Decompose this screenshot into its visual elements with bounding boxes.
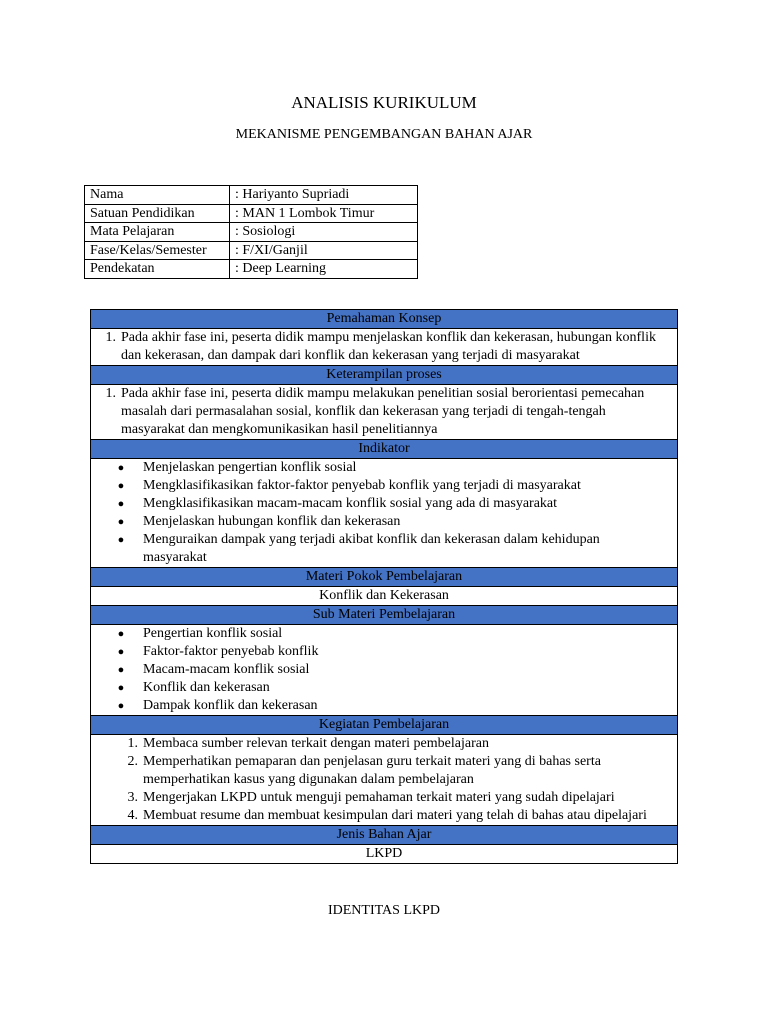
identity-value: : F/XI/Ganjil — [230, 241, 418, 260]
section-heading-indikator: Indikator — [91, 440, 678, 459]
list-item-text: Pada akhir fase ini, peserta didik mampu melakukan penelitian sosial berorientasi pemecahan masalah dari permasalahan sosial, konflik dan kekerasan yang terjadi di tengah-tengah masyarakat dan mengkomunikasikan hasil penelitiannya — [121, 386, 645, 437]
section-body-keterampilan — [91, 385, 678, 440]
bullet-icon: ● — [117, 682, 125, 694]
list-item-text: Membuat resume dan membuat kesimpulan dari materi yang telah di bahas atau dipelajari — [143, 808, 647, 823]
list-item — [91, 329, 677, 365]
list-item — [91, 643, 677, 661]
list-item — [91, 513, 677, 531]
identity-row — [85, 241, 418, 260]
identity-label: Nama — [85, 186, 230, 205]
identity-row — [85, 260, 418, 279]
bullet-icon: ● — [117, 628, 125, 640]
bullet-icon: ● — [117, 516, 125, 528]
list-item-text: Mengklasifikasikan macam-macam konflik sosial yang ada di masyarakat — [143, 496, 558, 511]
section-body-pemahaman — [91, 329, 678, 366]
identity-value: : Sosiologi — [230, 223, 418, 242]
list-item-text: Menjelaskan pengertian konflik sosial — [143, 460, 357, 475]
identity-value: : Hariyanto Supriadi — [230, 186, 418, 205]
identity-row — [85, 204, 418, 223]
bullet-icon: ● — [117, 700, 125, 712]
section-heading-pemahaman: Pemahaman Konsep — [91, 310, 678, 329]
list-number: 1. — [105, 330, 116, 345]
list-item-text: Dampak konflik dan kekerasan — [143, 698, 318, 713]
section-body-indikator — [91, 459, 678, 568]
list-number: 4. — [127, 808, 138, 823]
bullet-icon: ● — [117, 534, 125, 546]
identity-label: Mata Pelajaran — [85, 223, 230, 242]
list-item — [91, 679, 677, 697]
list-item — [91, 735, 677, 753]
list-number: 1. — [105, 386, 116, 401]
list-item-text: Macam-macam konflik sosial — [143, 662, 310, 677]
list-item-text: Faktor-faktor penyebab konflik — [143, 644, 319, 659]
section-heading-keterampilan: Keterampilan proses — [91, 366, 678, 385]
list-item-text: Menjelaskan hubungan konflik dan kekerasan — [143, 514, 401, 529]
list-number: 2. — [127, 754, 138, 769]
list-item — [91, 495, 677, 513]
document-subtitle: MEKANISME PENGEMBANGAN BAHAN AJAR — [235, 127, 533, 142]
list-item — [91, 807, 677, 825]
identity-row — [85, 186, 418, 205]
bullet-icon: ● — [117, 498, 125, 510]
list-item-text: Mengklasifikasikan faktor-faktor penyebab konflik yang terjadi di masyarakat — [143, 478, 581, 493]
list-item — [91, 753, 677, 789]
list-item — [91, 531, 677, 567]
list-item-text: Membaca sumber relevan terkait dengan materi pembelajaran — [143, 736, 489, 751]
list-item — [91, 661, 677, 679]
bullet-icon: ● — [117, 480, 125, 492]
list-item-text: Memperhatikan pemaparan dan penjelasan guru terkait materi yang di bahas serta memperhatikan kasus yang digunakan dalam pembelajaran — [143, 754, 601, 787]
list-item-text: Konflik dan kekerasan — [143, 680, 270, 695]
list-item — [91, 385, 677, 439]
list-item — [91, 697, 677, 715]
section-heading-kegiatan: Kegiatan Pembelajaran — [91, 716, 678, 735]
identity-label: Satuan Pendidikan — [85, 204, 230, 223]
section-heading-materi-pokok: Materi Pokok Pembelajaran — [91, 568, 678, 587]
section-value-jenis-bahan-ajar: LKPD — [91, 845, 678, 864]
identity-label: Fase/Kelas/Semester — [85, 241, 230, 260]
identity-row — [85, 223, 418, 242]
section-value-materi-pokok: Konflik dan Kekerasan — [91, 587, 678, 606]
curriculum-table — [90, 309, 678, 864]
list-item — [91, 625, 677, 643]
list-number: 1. — [127, 736, 138, 751]
identity-label: Pendekatan — [85, 260, 230, 279]
identity-table — [84, 185, 418, 279]
document-title: ANALISIS KURIKULUM — [291, 93, 477, 112]
lkpd-identity-heading: IDENTITAS LKPD — [327, 903, 441, 918]
identity-value: : Deep Learning — [230, 260, 418, 279]
list-item — [91, 459, 677, 477]
list-item-text: Pada akhir fase ini, peserta didik mampu menjelaskan konflik dan kekerasan, hubungan konflik dan kekerasan, dan dampak dari konflik dan kekerasan yang terjadi di masyarakat — [121, 330, 656, 363]
list-item-text: Pengertian konflik sosial — [143, 626, 283, 641]
section-heading-jenis-bahan-ajar: Jenis Bahan Ajar — [91, 826, 678, 845]
list-item — [91, 789, 677, 807]
identity-value: : MAN 1 Lombok Timur — [230, 204, 418, 223]
list-item-text: Mengerjakan LKPD untuk menguji pemahaman terkait materi yang sudah dipelajari — [143, 790, 615, 805]
list-item — [91, 477, 677, 495]
bullet-icon: ● — [117, 664, 125, 676]
section-body-sub-materi — [91, 625, 678, 716]
list-number: 3. — [127, 790, 138, 805]
bullet-icon: ● — [117, 462, 125, 474]
section-body-kegiatan — [91, 735, 678, 826]
list-item-text: Menguraikan dampak yang terjadi akibat konflik dan kekerasan dalam kehidupan masyarakat — [143, 532, 600, 565]
bullet-icon: ● — [117, 646, 125, 658]
section-heading-sub-materi: Sub Materi Pembelajaran — [91, 606, 678, 625]
